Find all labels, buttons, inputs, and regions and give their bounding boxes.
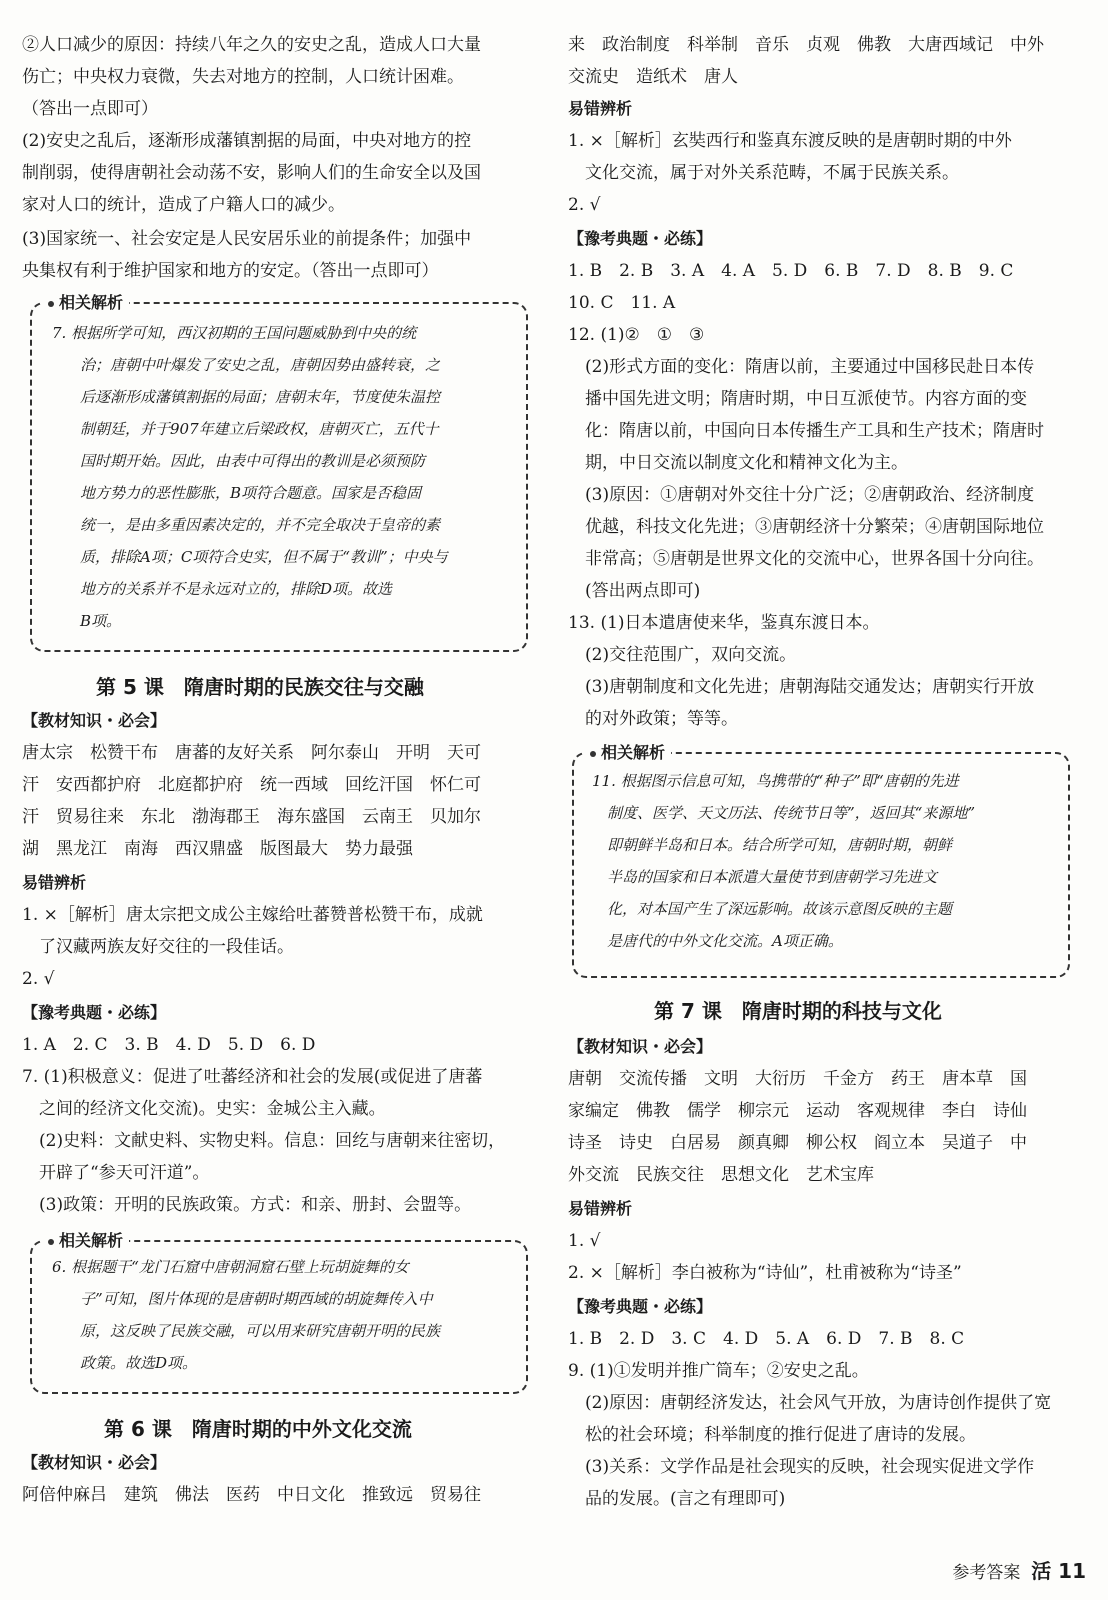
footer-label: 参考答案 [952,1563,1021,1583]
text-line: 1. ×［解析］唐太宗把文成公主嫁给吐蕃赞普松赞干布，成就 [22,905,483,925]
section-heading: 【教材知识・必会】 [568,1037,713,1056]
text-line: 1. √ [568,1231,601,1251]
section-heading: 易错辨析 [22,873,87,892]
analysis-line: 即朝鲜半岛和日本。结合所学可知，唐朝时期，朝鲜 [592,836,953,854]
text-line: (2)史料：文献史料、实物史料。信息：回纥与唐朝来往密切， [22,1131,506,1151]
keyword-line: 交流史 造纸术 唐人 [568,67,738,87]
keyword-line: 汗 贸易往来 东北 渤海郡王 海东盛国 云南王 贝加尔 [22,807,481,827]
text-line: 开辟了“参天可汗道”。 [22,1163,210,1183]
text-line: 13. (1)日本遣唐使来华，鉴真东渡日本。 [568,613,880,633]
analysis-line: 治；唐朝中叶爆发了安史之乱，唐朝因势由盛转衰，之 [80,356,441,374]
keyword-line: 外交流 民族交往 思想文化 艺术宝库 [568,1165,874,1185]
text-line: ②人口减少的原因：持续八年之久的安史之乱，造成人口大量 [22,35,481,55]
keyword-line: 唐朝 交流传播 文明 大衍历 千金方 药王 唐本草 国 [568,1069,1027,1089]
analysis-line: 是唐代的中外文化交流。A项正确。 [592,932,843,950]
analysis-line: 国时期开始。因此，由表中可得出的教训是必须预防 [80,452,426,470]
text-line: 品的发展。(言之有理即可) [568,1489,786,1509]
text-line: 7. (1)积极意义：促进了吐蕃经济和社会的发展(或促进了唐蕃 [22,1067,483,1087]
text-line: 家对人口的统计，造成了户籍人口的减少。 [22,195,345,215]
analysis-line: 制度、医学、天文历法、传统节日等”，返回其“来源地” [592,804,976,822]
analysis-box-tag: 相关解析 [42,290,129,313]
text-line: 12. (1)② ① ③ [568,325,705,345]
keyword-line: 汗 安西都护府 北庭都护府 统一西域 回纥汗国 怀仁可 [22,775,481,795]
analysis-box-tag: 相关解析 [584,740,671,763]
section-heading: 【教材知识・必会】 [22,711,167,730]
text-line: 文化交流，属于对外关系范畴，不属于民族关系。 [568,163,959,183]
text-line: 制削弱，使得唐朝社会动荡不安，影响人们的生命安全以及国 [22,163,481,183]
text-line: 了汉藏两族友好交往的一段佳话。 [22,937,294,957]
text-line: 非常高；⑤唐朝是世界文化的交流中心，世界各国十分向往。 [568,549,1044,569]
analysis-line: 统一，是由多重因素决定的，并不完全取决于皇帝的素 [80,516,441,534]
lesson-title: 第 6 课 隋唐时期的中外文化交流 [104,1417,412,1441]
text-line: 之间的经济文化交流)。史实：金城公主入藏。 [22,1099,386,1119]
text-line: (3)国家统一、社会安定是人民安居乐业的前提条件；加强中 [22,229,472,249]
text-line: 1. B 2. D 3. C 4. D 5. A 6. D 7. B 8. C [568,1329,965,1349]
analysis-line: 质，排除A项；C项符合史实，但不属于“教训”；中央与 [80,548,448,566]
page-number: 活 11 [1031,1559,1086,1583]
text-line: (2)原因：唐朝经济发达，社会风气开放，为唐诗创作提供了宽 [568,1393,1052,1413]
section-heading: 易错辨析 [568,1199,633,1218]
keyword-line: 阿倍仲麻吕 建筑 佛法 医药 中日文化 推致远 贸易往 [22,1485,481,1505]
analysis-line: 制朝廷，并于907年建立后梁政权，唐朝灭亡，五代十 [80,420,439,438]
lesson-title: 第 5 课 隋唐时期的民族交往与交融 [96,675,424,699]
text-line: 1. A 2. C 3. B 4. D 5. D 6. D [22,1035,316,1055]
text-line: 1. ×［解析］玄奘西行和鉴真东渡反映的是唐朝时期的中外 [568,131,1012,151]
text-line: 2. ×［解析］李白被称为“诗仙”，杜甫被称为“诗圣” [568,1263,962,1283]
page-footer [952,1555,1086,1584]
text-line: 期，中日交流以制度文化和精神文化为主。 [568,453,908,473]
text-line: 松的社会环境；科举制度的推行促进了唐诗的发展。 [568,1425,976,1445]
analysis-line: 地方的关系并不是永远对立的，排除D项。故选 [80,580,393,598]
analysis-line: 地方势力的恶性膨胀，B项符合题意。国家是否稳固 [80,484,422,502]
text-line: 优越，科技文化先进；③唐朝经济十分繁荣；④唐朝国际地位 [568,517,1044,537]
analysis-line: 6. 根据题干“龙门石窟中唐朝洞窟石壁上玩胡旋舞的女 [52,1258,409,1276]
analysis-line: 政策。故选D项。 [80,1354,198,1372]
section-heading: 【豫考典题・必练】 [22,1003,167,1022]
text-line: 伤亡；中央权力衰微，失去对地方的控制，人口统计困难。 [22,67,464,87]
text-line: (2)交往范围广，双向交流。 [568,645,797,665]
analysis-line: 后逐渐形成藩镇割据的局面；唐朝末年，节度使朱温控 [80,388,441,406]
text-line: (3)政策：开明的民族政策。方式：和亲、册封、会盟等。 [22,1195,472,1215]
text-line: (2)安史之乱后，逐渐形成藩镇割据的局面，中央对地方的控 [22,131,472,151]
text-line: (3)唐朝制度和文化先进；唐朝海陆交通发达；唐朝实行开放 [568,677,1035,697]
analysis-line: 化，对本国产生了深远影响。故该示意图反映的主题 [592,900,953,918]
analysis-box-tag: 相关解析 [42,1228,129,1251]
text-line: 10. C 11. A [568,293,676,313]
keyword-line: 湖 黑龙江 南海 西汉鼎盛 版图最大 势力最强 [22,839,413,859]
analysis-line: B项。 [80,612,122,630]
text-line: 1. B 2. B 3. A 4. A 5. D 6. B 7. D 8. B 9. C [568,261,1014,281]
text-line: (3)关系：文学作品是社会现实的反映，社会现实促进文学作 [568,1457,1035,1477]
analysis-line: 7. 根据所学可知，西汉初期的王国问题威胁到中央的统 [52,324,417,342]
text-line: 化：隋唐以前，中国向日本传播生产工具和生产技术；隋唐时 [568,421,1044,441]
keyword-line: 家编定 佛教 儒学 柳宗元 运动 客观规律 李白 诗仙 [568,1101,1027,1121]
analysis-line: 原，这反映了民族交融，可以用来研究唐朝开明的民族 [80,1322,441,1340]
section-heading: 易错辨析 [568,99,633,118]
text-line: (3)原因：①唐朝对外交往十分广泛；②唐朝政治、经济制度 [568,485,1035,505]
section-heading: 【豫考典题・必练】 [568,1297,713,1316]
text-line: (2)形式方面的变化：隋唐以前，主要通过中国移民赴日本传 [568,357,1035,377]
section-heading: 【豫考典题・必练】 [568,229,713,248]
analysis-line: 11. 根据图示信息可知，鸟携带的“种子”即“唐朝的先进 [592,772,959,790]
text-line: 央集权有利于维护国家和地方的安定。（答出一点即可） [22,261,439,281]
text-line: （答出一点即可） [22,99,158,119]
analysis-line: 子”可知，图片体现的是唐朝时期西域的胡旋舞传入中 [80,1290,433,1308]
analysis-line: 半岛的国家和日本派遣大量使节到唐朝学习先进文 [592,868,938,886]
keyword-line: 来 政治制度 科举制 音乐 贞观 佛教 大唐西域记 中外 [568,35,1044,55]
text-line: 2. √ [22,969,55,989]
text-line: (答出两点即可) [568,581,701,601]
lesson-title: 第 7 课 隋唐时期的科技与文化 [654,999,942,1023]
text-line: 9. (1)①发明并推广筒车；②安史之乱。 [568,1361,869,1381]
text-line: 播中国先进文明；隋唐时期，中日互派使节。内容方面的变 [568,389,1027,409]
keyword-line: 唐太宗 松赞干布 唐蕃的友好关系 阿尔泰山 开明 天可 [22,743,481,763]
text-line: 的对外政策；等等。 [568,709,738,729]
keyword-line: 诗圣 诗史 白居易 颜真卿 柳公权 阎立本 吴道子 中 [568,1133,1027,1153]
section-heading: 【教材知识・必会】 [22,1453,167,1472]
text-line: 2. √ [568,195,601,215]
